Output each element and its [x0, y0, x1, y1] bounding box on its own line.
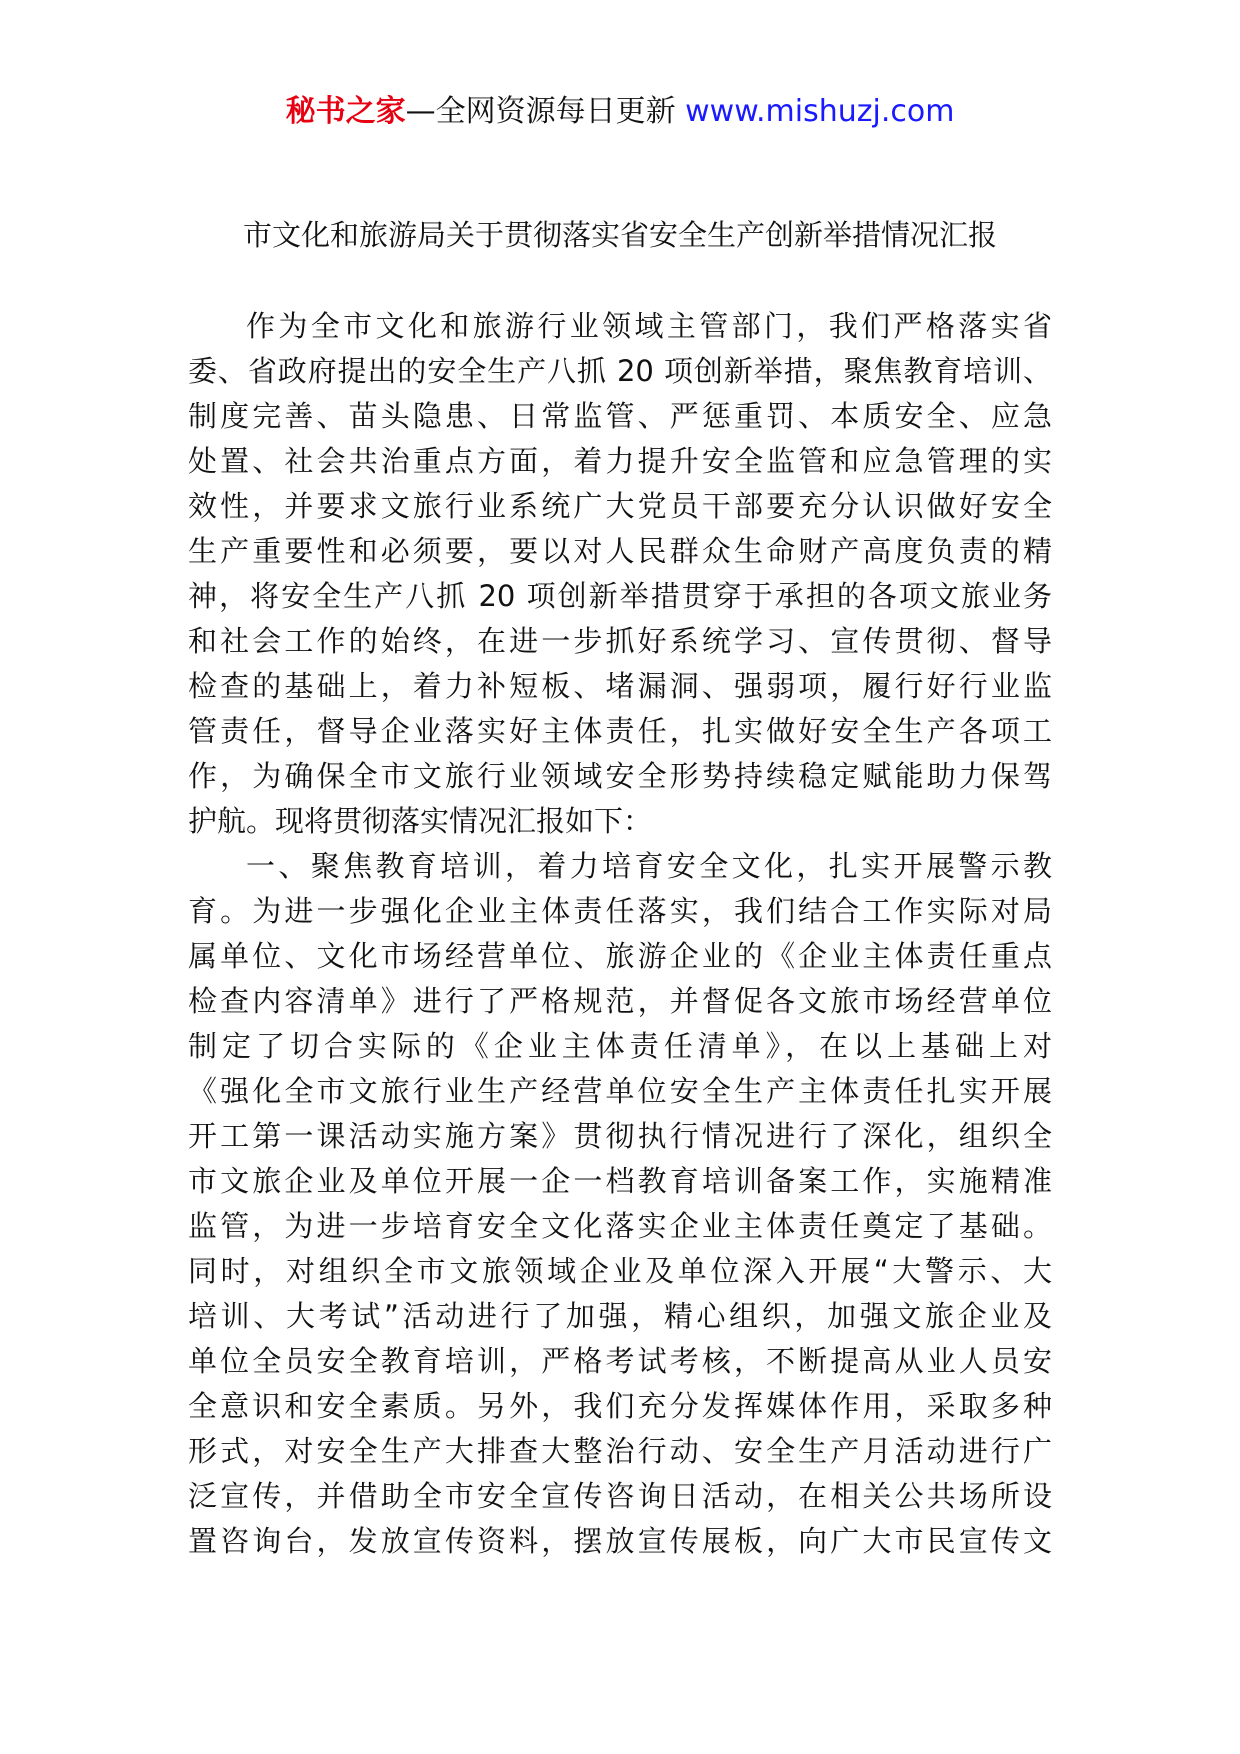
text-line: 检查内容清单》进行了严格规范，并督促各文旅市场经营单位 [188, 984, 1052, 1018]
text-line: 培训、大考试”活动进行了加强，精心组织，加强文旅企业及 [188, 1299, 1052, 1333]
text-line: 《强化全市文旅行业生产经营单位安全生产主体责任扎实开展 [188, 1074, 1052, 1108]
text-line: 和社会工作的始终，在进一步抓好系统学习、宣传贯彻、督导 [188, 624, 1052, 658]
text-line: 泛宣传，并借助全市安全宣传咨询日活动，在相关公共场所设 [188, 1479, 1052, 1513]
text-line: 效性，并要求文旅行业系统广大党员干部要充分认识做好安全 [188, 489, 1052, 523]
text-line: 全意识和安全素质。另外，我们充分发挥媒体作用，采取多种 [188, 1389, 1052, 1423]
document-body [188, 304, 1052, 1564]
text-line: 作为全市文化和旅游行业领域主管部门，我们严格落实省 [246, 309, 1052, 343]
text-line: 育。为进一步强化企业主体责任落实，我们结合工作实际对局 [188, 894, 1052, 928]
paragraph-intro [188, 304, 1052, 844]
text-line: 制度完善、苗头隐患、日常监管、严惩重罚、本质安全、应急 [188, 399, 1052, 433]
text-line: 同时，对组织全市文旅领域企业及单位深入开展“大警示、大 [188, 1254, 1052, 1288]
text-line: 属单位、文化市场经营单位、旅游企业的《企业主体责任重点 [188, 939, 1052, 973]
site-brand: 秘书之家 [285, 94, 406, 129]
text-line: 作，为确保全市文旅行业领域安全形势持续稳定赋能助力保驾 [188, 759, 1052, 793]
document-title: 市文化和旅游局关于贯彻落实省安全生产创新举措情况汇报 [242, 218, 997, 252]
text-line: 神，将安全生产八抓 20 项创新举措贯穿于承担的各项文旅业务 [188, 579, 1052, 613]
text-line: 检查的基础上，着力补短板、堵漏洞、强弱项，履行好行业监 [188, 669, 1052, 703]
paragraph-section-1 [188, 844, 1052, 1564]
text-line: 管责任，督导企业落实好主体责任，扎实做好安全生产各项工 [188, 714, 1052, 748]
text-line: 护航。现将贯彻落实情况汇报如下： [188, 804, 653, 838]
text-line: 生产重要性和必须要，要以对人民群众生命财产高度负责的精 [188, 534, 1052, 568]
text-line: 处置、社会共治重点方面，着力提升安全监管和应急管理的实 [188, 444, 1052, 478]
site-url-link[interactable]: www.mishuzj.com [685, 94, 955, 129]
text-line: 置咨询台，发放宣传资料，摆放宣传展板，向广大市民宣传文 [188, 1524, 1052, 1558]
text-line: 单位全员安全教育培训，严格考试考核，不断提高从业人员安 [188, 1344, 1052, 1378]
text-line: 市文旅企业及单位开展一企一档教育培训备案工作，实施精准 [188, 1164, 1052, 1198]
site-header [0, 92, 1240, 132]
text-line: 监管，为进一步培育安全文化落实企业主体责任奠定了基础。 [188, 1209, 1052, 1243]
text-line: 形式，对安全生产大排查大整治行动、安全生产月活动进行广 [188, 1434, 1052, 1468]
text-line: 委、省政府提出的安全生产八抓 20 项创新举措，聚焦教育培训、 [188, 354, 1052, 388]
text-line: 开工第一课活动实施方案》贯彻执行情况进行了深化，组织全 [188, 1119, 1052, 1153]
site-slogan: —全网资源每日更新 [405, 94, 686, 129]
text-line: 一、聚焦教育培训，着力培育安全文化，扎实开展警示教 [246, 849, 1052, 883]
text-line: 制定了切合实际的《企业主体责任清单》，在以上基础上对 [188, 1029, 1052, 1063]
